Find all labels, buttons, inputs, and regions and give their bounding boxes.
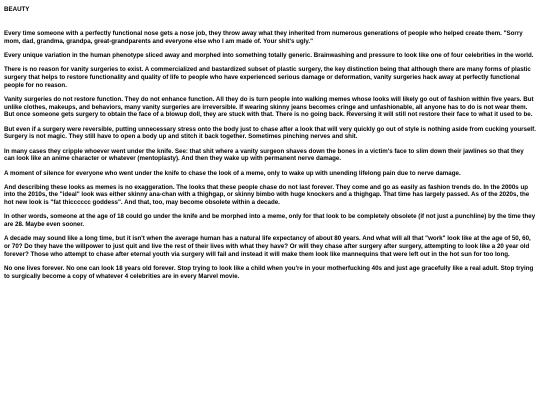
paragraph-3: There is no reason for vanity surgeries to exist. A commercialized and bastardized subset of plastic surgery, the key distinction being that although there are many forms of plastic surgery that helps to restore functionality and quality of life to people who have experienced serious damage or deformation, vanity surgeries hack away at perfectly functional people for no reason. [4,66,531,89]
paragraph-4: Vanity surgeries do not restore function. They do not enhance function. All they do is turn people into walking memes whose looks will likely go out of fashion within five years. But unlike clothes, makeups, and behaviors, many vanity surgeries are irreversible. If wearing skinny jeans becomes cringe and unfashionable, all anyone has to do is not wear them. But once someone gets surgery to obtain the face of a blowup doll, they are stuck with that. There is no going back. Reversing it will still not restore their face to what it used to be. [4,95,534,119]
paragraph-7: A moment of silence for everyone who went under the knife to chase the look of a meme, only to wake up with unending lifelong pain due to nerve damage. [4,169,461,177]
paragraph-11: No one lives forever. No one can look 18 years old forever. Stop trying to look like a child when you're in your motherfucking 40s and just age gracefully like a real adult. Stop trying to surgically become a copy of whatever 4 celebrities are in every Marvel movie. [4,265,534,280]
paragraph-8: And describing these looks as memes is no exaggeration. The looks that these people chase do not last forever. They come and go as easily as fashion trends do. In the 2000s up into the 2010s, the "ideal" look was either skinny ana-chan with a thighgap, or skinny bimbo with huge knockers and a thighgap. That time has largely passed. As of the 2020s, the hot new look is "fat thicccccc goddess". And that, too, may become obsolete within a decade. [4,183,530,207]
paragraph-2: Every unique variation in the human phenotype sliced away and morphed into something totally generic. Brainwashing and pressure to look like one of four celebrities in the world. [4,51,534,59]
paragraph-6: In many cases they cripple whoever went under the knife. See: that shit where a vanity surgeon shaves down the bones in a victim's face to slim down their jawlines so that they can look like an anime character or whatever (mentoplasty). And then they wake up with permanent nerve damage. [4,147,524,163]
paragraph-1: Every time someone with a perfectly functional nose gets a nose job, they throw away what they inherited from numerous generations of people who helped create them. "Sorry mom, dad, grandma, grandpa, great-grandparents and everyone else who I am made of. Your shit's ugly." [4,30,523,45]
paragraph-9: In other words, someone at the age of 18 could go under the knife and be morphed into a meme, only for that look to be completely obsolete (if not just a punchline) by the time they are 28. Maybe even sooner. [4,213,536,229]
document-title: BEAUTY [4,6,30,13]
paragraph-5: But even if a surgery were reversible, putting unnecessary stress onto the body just to chase after a look that will very quickly go out of style is nothing aside from cucking yourself. Surgery is not magic. They still have to open a body up and stitch it back together. Sometimes pinching nerves and shit. [4,125,536,141]
paragraph-10: A decade may sound like a long time, but it isn't when the average human has a natural life expectancy of about 80 years. And what will all that "work" look like at the age of 50, 60, or 70? Do they have the willpower to just quit and live the rest of their lives with what they have? Or will they chase after surgery after surgery, attempting to look like a 20 year old forever? Those who attempt to chase after eternal youth via surgery will fail and instead it will make them look like mannequins that were left out in the hot sun for too long. [4,235,531,258]
